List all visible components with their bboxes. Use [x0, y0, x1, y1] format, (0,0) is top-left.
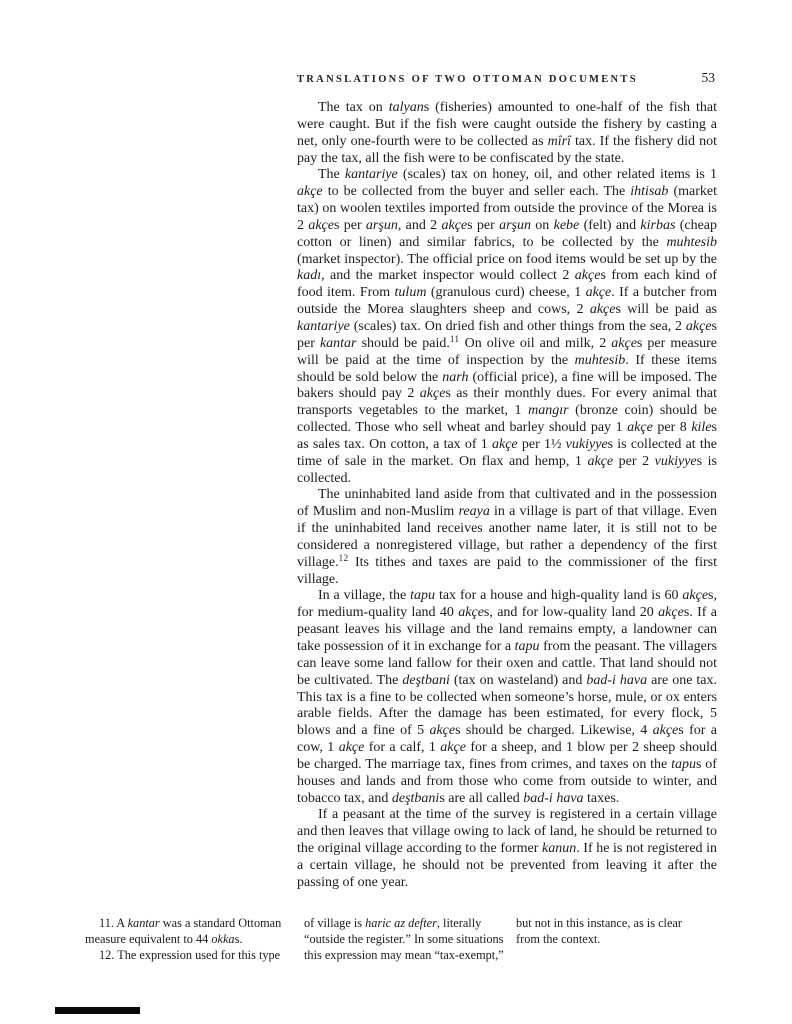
- paragraph: The uninhabited land aside from that cultivated and in the possession of Muslim and non-Muslim reaya in a village is part of that village. Even if the uninhabited land receives another name later, it is still not to be considered a nonregistered village, but rather a dependency of the first village.$^{12}$ Its tithes and taxes are paid to the commissioner of the first village.: [297, 487, 717, 587]
- page-number: 53: [701, 70, 715, 85]
- paragraph: 11. A kantar was a standard Ottoman measure equivalent to 44 okkas.: [85, 916, 282, 946]
- paragraph: In a village, the tapu tax for a house and high-quality land is 60 akçes, for medium-quality land 40 akçes, and for low-quality land 20 akçes. If a peasant leaves his village and the land remains empty, a landowner can take possession of it in exchange for a tapu from the peasant. The villagers can leave some land fallow for their oxen and cattle. That land should not be cultivated. The deştbani (tax on wasteland) and bad-i hava are one tax. This tax is a fine to be collected when someone’s horse, mule, or ox enters arable fields. After the damage has been estimated, for every flock, 5 blows and a fine of 5 akçes should be charged. Likewise, 4 akçes for a cow, 1 akçe for a calf, 1 akçe for a sheep, and 1 blow per 2 sheep should be charged. The marriage tax, fines from crimes, and taxes on the tapus of houses and lands and from those who come from outside to winter, and tobacco tax, and deştbanis are all called bad-i hava taxes.: [297, 588, 717, 806]
- footnote-column-1: [85, 915, 292, 963]
- running-header-title: TRANSLATIONS OF TWO OTTOMAN DOCUMENTS: [297, 74, 638, 85]
- footnote-column-2: [304, 915, 504, 963]
- running-header: [297, 70, 715, 86]
- paragraph: of village is haric az defter, literally “outside the register.” In some situations this expression may mean “tax-exempt,”: [304, 916, 504, 962]
- paragraph: 12. The expression used for this type: [99, 948, 281, 962]
- paragraph: If a peasant at the time of the survey is registered in a certain village and then leaves that village owing to lack of land, he should be returned to the original village according to the former kanun. If he is not registered in a certain village, he should not be prevented from leaving it after the passing of one year.: [297, 807, 717, 890]
- article-body: [297, 100, 717, 892]
- paragraph: The kantariye (scales) tax on honey, oil, and other related items is 1 akçe to be collected from the buyer and seller each. The ihtisab (market tax) on woolen textiles imported from outside the province of the Morea is 2 akçes per arşun, and 2 akçes per arşun on kebe (felt) and kirbas (cheap cotton or linen) and similar fabrics, to be collected by the muhtesib (market inspector). The official price on food items would be set up by the kadı, and the market inspector would collect 2 akçes from each kind of food item. From tulum (granulous curd) cheese, 1 akçe. If a butcher from outside the Morea slaughters sheep and cows, 2 akçes will be paid as kantariye (scales) tax. On dried fish and other things from the sea, 2 akçes per kantar should be paid.$^{11}$ On olive oil and milk, 2 akçes per measure will be paid at the time of inspection by the muhtesib. If these items should be sold below the narh (official price), a fine will be imposed. The bakers should pay 2 akçes as their monthly dues. For every animal that transports vegetables to the market, 1 mangır (bronze coin) should be collected. Those who sell wheat and barley should pay 1 akçe per 8 kiles as sales tax. On cotton, a tax of 1 akçe per 1½ vukiyyes is collected at the time of sale in the market. On flax and hemp, 1 akçe per 2 vukiyyes is collected.: [297, 167, 718, 486]
- footnotes: [85, 915, 713, 963]
- scan-registration-mark: [55, 1007, 140, 1014]
- paragraph: but not in this instance, as is clear from the context.: [516, 916, 682, 946]
- paragraph: The tax on talyans (fisheries) amounted to one-half of the fish that were caught. But if the fish were caught outside the fishery by casting a net, only one-fourth were to be collected as mîrî tax. If the fishery did not pay the tax, all the fish were to be confiscated by the state.: [297, 100, 718, 166]
- footnote-column-3: [516, 915, 702, 963]
